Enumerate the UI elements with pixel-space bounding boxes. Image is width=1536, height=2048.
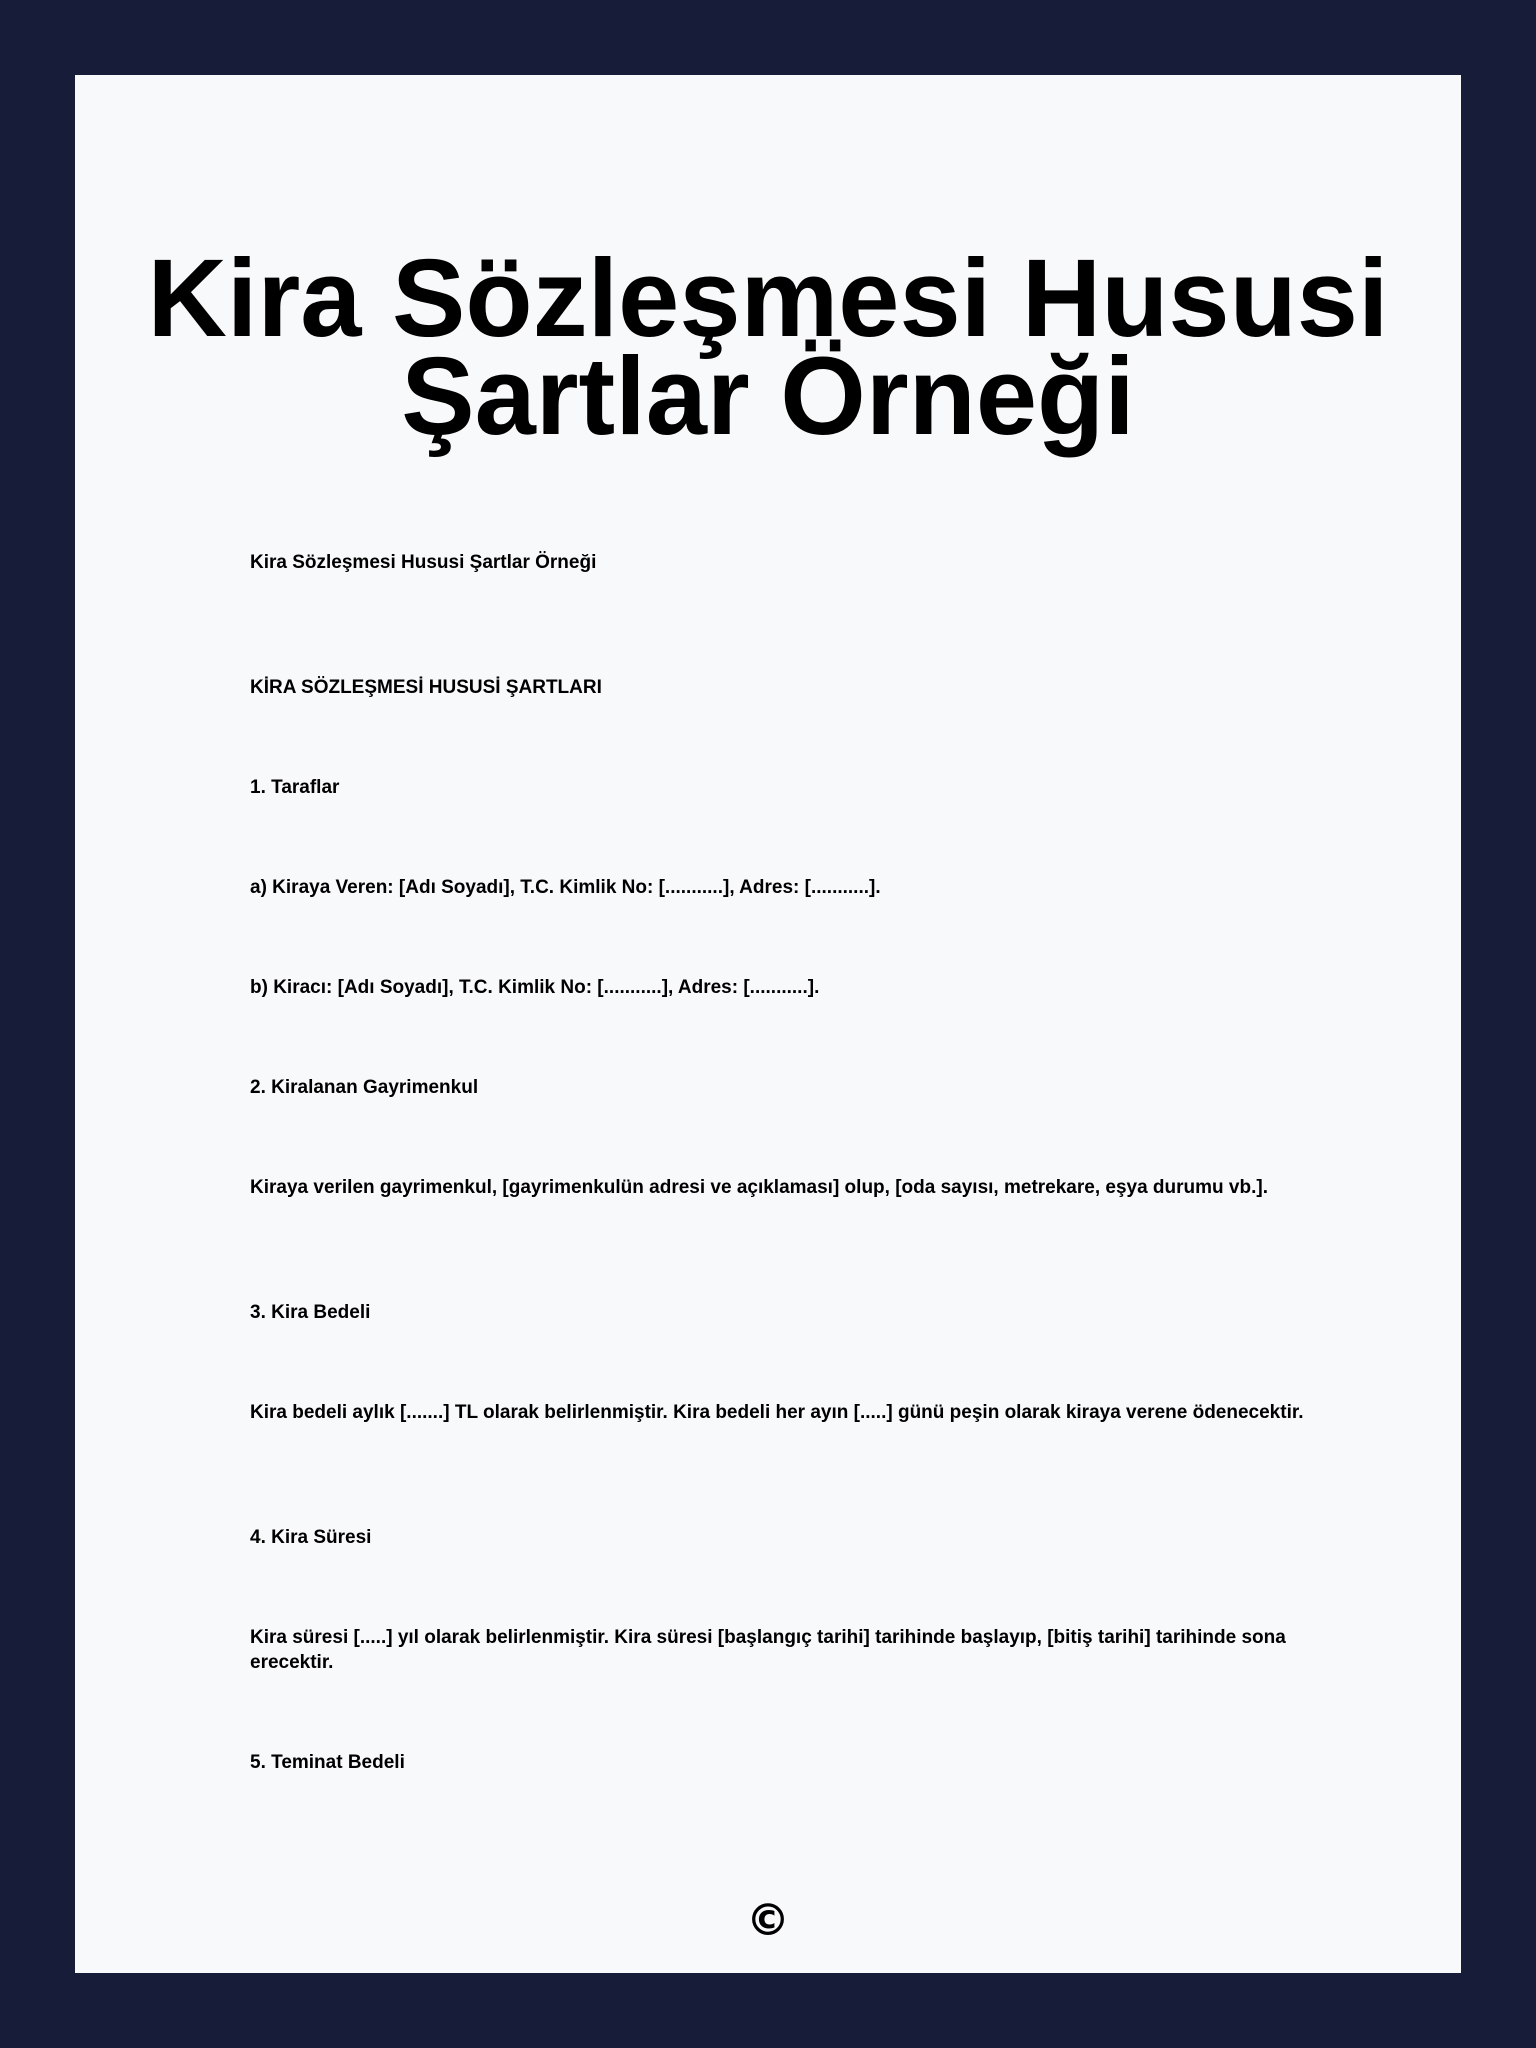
section-heading: KİRA SÖZLEŞMESİ HUSUSİ ŞARTLARI xyxy=(250,677,602,698)
paragraph: a) Kiraya Veren: [Adı Soyadı], T.C. Kimlik No: [...........], Adres: [...........]. xyxy=(250,877,881,898)
section-heading: 1. Taraflar xyxy=(250,777,340,798)
paragraph: Kira süresi [.....] yıl olarak belirlenmiştir. Kira süresi [başlangıç tarihi] tarihinde başlayıp, [bitiş tarihi] tarihinde sona erecektir. xyxy=(250,1627,1286,1673)
document-title: Kira Sözleşmesi Hususi Şartlar Örneği xyxy=(147,237,1389,458)
paragraph: Kira bedeli aylık [.......] TL olarak belirlenmiştir. Kira bedeli her ayın [.....] günü peşin olarak kiraya verene ödenecektir. xyxy=(250,1402,1304,1423)
paragraph: b) Kiracı: [Adı Soyadı], T.C. Kimlik No: [...........], Adres: [...........]. xyxy=(250,977,820,998)
section-heading: 5. Teminat Bedeli xyxy=(250,1752,405,1773)
document-page xyxy=(75,75,1461,1973)
paragraph: Kiraya verilen gayrimenkul, [gayrimenkulün adresi ve açıklaması] olup, [oda sayısı, metrekare, eşya durumu vb.]. xyxy=(250,1177,1268,1198)
section-heading: 2. Kiralanan Gayrimenkul xyxy=(250,1077,479,1098)
section-heading: 4. Kira Süresi xyxy=(250,1527,372,1548)
section-heading: 3. Kira Bedeli xyxy=(250,1302,371,1323)
document-subtitle: Kira Sözleşmesi Hususi Şartlar Örneği xyxy=(250,552,597,573)
copyright-icon: © xyxy=(746,1895,790,1946)
